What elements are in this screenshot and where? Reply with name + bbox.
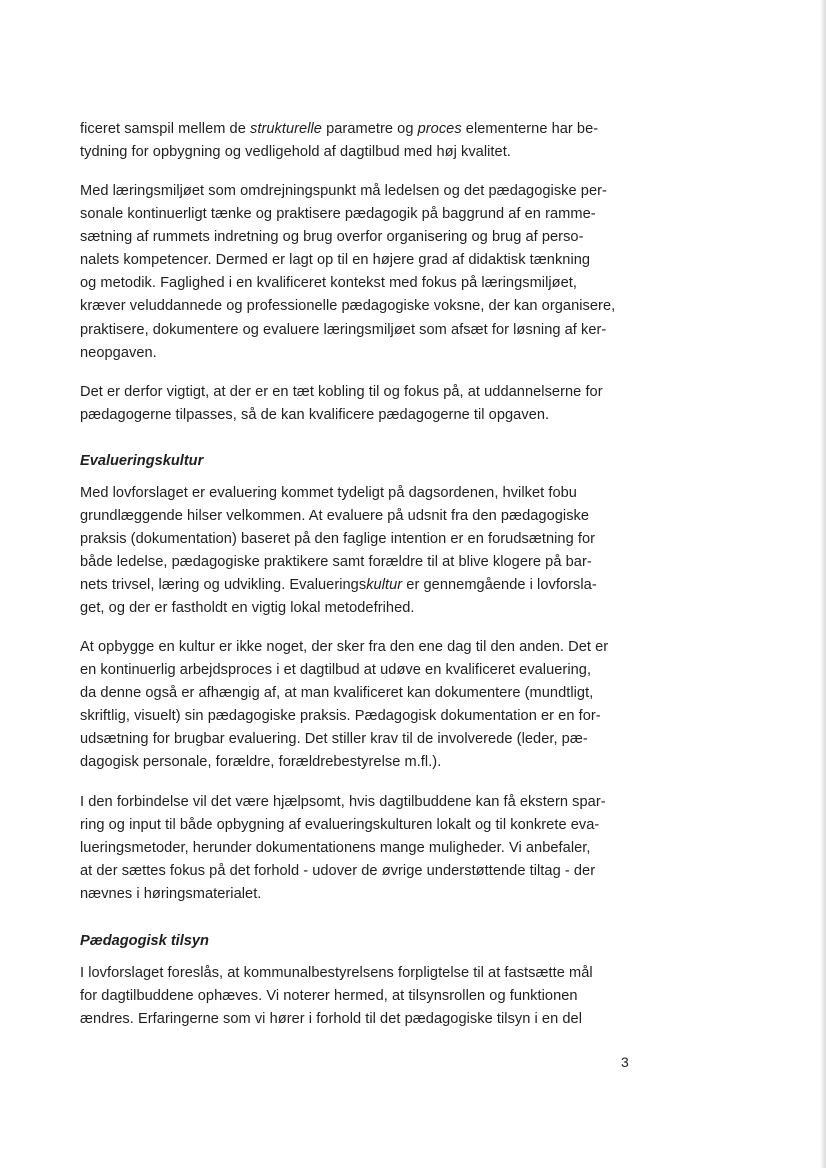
text-line: get, og der er fastholdt en vigtig lokal metodefrihed. [80, 600, 415, 617]
paragraph-learning-environment [80, 180, 640, 365]
text-run: ficeret samspil mellem de [80, 121, 250, 137]
text-line: I lovforslaget foreslås, at kommunalbestyrelsens forpligtelse til at fastsætte mål [80, 965, 593, 981]
text-line: da denne også er afhængig af, at man kvalificeret kan dokumentere (mundtligt, [80, 685, 594, 702]
text-run: er gennemgående i lovforsla- [402, 577, 597, 594]
text-run: parametre og [321, 121, 418, 137]
text-line: praksis (dokumentation) baseret på den faglige intention er en forudsætning for [80, 531, 596, 548]
text-line: kræver veluddannede og professionelle pædagogiske voksne, der kan organisere, [80, 298, 616, 315]
text-line: At opbygge en kultur er ikke noget, der sker fra den ene dag til den anden. Det er [80, 639, 609, 655]
text-line: neopgaven. [80, 344, 157, 361]
text-line: nalets kompetencer. Dermed er lagt op til en højere grad af didaktisk tænkning [80, 252, 591, 269]
text-line: nævnes i høringsmaterialet. [80, 886, 262, 903]
page-number: 3 [621, 1054, 629, 1070]
paragraph-continuation [80, 118, 640, 164]
text-line [80, 574, 640, 597]
paragraph-education [80, 381, 640, 427]
text-run: elementerne har be- [461, 121, 599, 137]
text-line: en kontinuerlig arbejdsproces i et dagtilbud at udøve en kvalificeret evaluering, [80, 662, 592, 679]
text-line: skriftlig, visuelt) sin pædagogiske praksis. Pædagogisk dokumentation er en for- [80, 708, 601, 725]
text-line [80, 118, 640, 141]
text-line: praktisere, dokumentere og evaluere læringsmiljøet som afsæt for løsning af ker- [80, 321, 607, 338]
text-line: pædagogerne tilpasses, så de kan kvalificere pædagogerne til opgaven. [80, 407, 550, 424]
paragraph-sparring [80, 791, 640, 906]
italic-term: proces [417, 121, 462, 137]
paragraph-evaluation [80, 482, 640, 621]
text-line: Med lovforslaget er evaluering kommet tydeligt på dagsordenen, hvilket fobu [80, 485, 577, 501]
italic-term: kultur [366, 577, 403, 594]
scan-edge-shadow [820, 0, 826, 1168]
text-line: for dagtilbuddene ophæves. Vi noterer hermed, at tilsynsrollen og funktionen [80, 988, 578, 1005]
text-line: I den forbindelse vil det være hjælpsomt, hvis dagtilbuddene kan få ekstern spar- [80, 794, 606, 810]
text-run: nets trivsel, læring og udvikling. Evaluerings [80, 577, 367, 594]
paragraph-culture [80, 636, 640, 775]
paragraph-supervision [80, 962, 640, 1031]
text-line: dagogisk personale, forældre, forældrebestyrelse m.fl.). [80, 754, 442, 771]
text-line: ring og input til både opbygning af evalueringskulturen lokalt og til konkrete eva- [80, 817, 600, 834]
text-line: og metodik. Faglighed i en kvalificeret kontekst med fokus på læringsmiljøet, [80, 275, 578, 292]
text-line: lueringsmetoder, herunder dokumentationens mange muligheder. Vi anbefaler, [80, 840, 591, 857]
text-line: sonale kontinuerligt tænke og praktisere pædagogik på baggrund af en ramme- [80, 206, 596, 223]
text-line: tydning for opbygning og vedligehold af dagtilbud med høj kvalitet. [80, 144, 511, 161]
text-line: grundlæggende hilser velkommen. At evaluere på udsnit fra den pædagogiske [80, 508, 590, 525]
text-line: udsætning for brugbar evaluering. Det stiller krav til de involverede (leder, pæ- [80, 731, 588, 748]
text-line: ændres. Erfaringerne som vi hører i forhold til det pædagogiske tilsyn i en del [80, 1011, 582, 1028]
text-line: at der sættes fokus på det forhold - udover de øvrige understøttende tiltag - der [80, 863, 596, 880]
text-line: Det er derfor vigtigt, at der er en tæt kobling til og fokus på, at uddannelserne for [80, 384, 603, 400]
text-line: Med læringsmiljøet som omdrejningspunkt må ledelsen og det pædagogiske per- [80, 183, 607, 199]
italic-term: strukturelle [250, 121, 322, 137]
section-heading-paedagogisk-tilsyn: Pædagogisk tilsyn [80, 933, 209, 949]
text-line: både ledelse, pædagogiske praktikere samt forældre til at blive klogere på bar- [80, 554, 592, 571]
section-heading-evalueringskultur: Evalueringskultur [80, 453, 204, 469]
text-line: sætning af rummets indretning og brug overfor organisering og brug af perso- [80, 229, 584, 246]
